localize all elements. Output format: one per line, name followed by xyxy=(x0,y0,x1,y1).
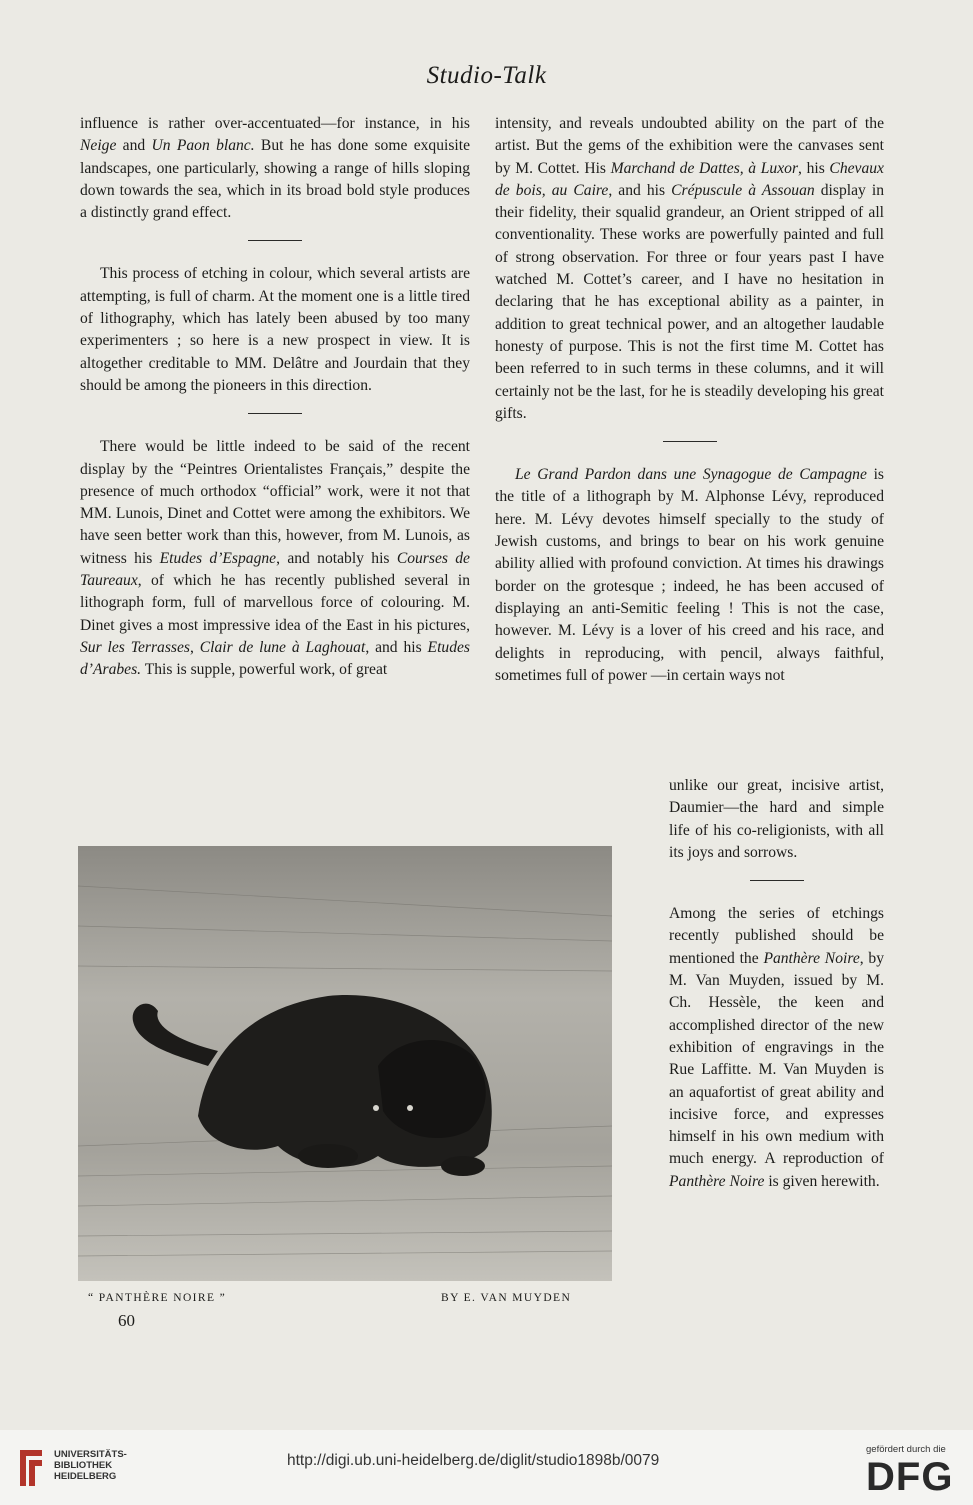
section-rule xyxy=(663,441,717,442)
right-paragraph-1 xyxy=(495,113,884,425)
text-run: unlike our great, incisive artist, Daumier—the hard and simple life of his co-religionists, with all its joys and sorrows. xyxy=(669,777,884,861)
logo-line-1: UNIVERSITÄTS- xyxy=(54,1449,127,1460)
italic-title-run: Etudes d’Arabes. xyxy=(80,638,470,679)
figure-caption-title: “ PANTHÈRE NOIRE ” xyxy=(88,1292,227,1304)
text-run: , and his xyxy=(608,181,672,199)
italic-title-run: Le Grand Pardon dans une Synagogue de Campagne xyxy=(515,466,867,484)
text-run: This process of etching in colour, which several artists are attempting, is full of charm. At the moment one is a little tired of lithography, which has lately been abused by too many experimenters ; so here is a new prospect in view. It is altogether creditable to MM. Delâtre and Jourdain that they should be among the pioneers in this direction. xyxy=(80,265,470,394)
logo-line-2: BIBLIOTHEK xyxy=(54,1460,113,1471)
left-paragraph-1 xyxy=(80,113,470,224)
text-run: , and his xyxy=(365,638,428,656)
italic-title-run: Sur les Terrasses xyxy=(80,638,190,656)
running-head: Studio-Talk xyxy=(426,62,547,89)
text-run: and xyxy=(116,137,152,155)
italic-title-run: Courses de Taureaux xyxy=(80,549,470,590)
italic-title-run: Chevaux de bois, au Caire xyxy=(495,159,884,199)
right-column xyxy=(495,113,884,687)
section-rule xyxy=(750,880,804,881)
italic-title-run: Un Paon blanc. xyxy=(151,137,255,155)
text-run: But he has done some exquisite landscapes, one particularly, showing a range of hills sloping down towards the sea, which in its broad bold style produces a distinctly grand effect. xyxy=(80,137,470,222)
section-rule xyxy=(248,413,302,414)
italic-title-run: Clair de lune à Laghouat xyxy=(199,638,366,656)
text-run: , and notably his xyxy=(276,549,397,567)
university-library-logo-icon xyxy=(14,1446,48,1490)
left-paragraph-2 xyxy=(80,263,470,397)
text-run: , his xyxy=(798,159,830,177)
narrow-column xyxy=(669,775,884,1193)
panther-etching-image xyxy=(78,846,612,1281)
text-run: influence is rather over-accentuated—for instance, in his xyxy=(80,115,470,132)
narrow-paragraph-2 xyxy=(669,903,884,1193)
narrow-paragraph-1 xyxy=(669,775,884,864)
text-run: , by M. Van Muyden, issued by M. Ch. Hessèle, the keen and accomplished director of the new exhibition of engravings in the Rue Laffitte. M. Van Muyden is an aquafortist of great ability and incisive force, and expresses himself in his own medium with much energy. A reproduction of xyxy=(669,949,885,1168)
italic-title-run: Neige xyxy=(80,137,117,155)
panther-etching-figure xyxy=(78,846,612,1281)
text-run: is given herewith. xyxy=(764,1172,880,1190)
left-paragraph-3 xyxy=(80,436,470,681)
text-run: intensity, and reveals undoubted ability on the part of the artist. But the gems of the exhibition were the canvases sent by M. Cottet. His xyxy=(495,115,884,177)
page-number: 60 xyxy=(118,1311,135,1330)
figure-caption-artist: BY E. VAN MUYDEN xyxy=(441,1292,572,1304)
university-library-name xyxy=(54,1449,127,1482)
text-run: , xyxy=(189,638,200,656)
source-url-link[interactable]: http://digi.ub.uni-heidelberg.de/diglit/studio1898b/0079 xyxy=(287,1452,660,1469)
text-run: Among the series of etchings recently published should be mentioned the xyxy=(669,905,884,967)
italic-title-run: Panthère Noire xyxy=(763,949,860,967)
text-run: , of which he has recently published several in lithograph form, full of marvellous force of colouring. M. Dinet gives a most impressive idea of the East in his pictures, xyxy=(80,572,470,634)
italic-title-run: Panthère Noire xyxy=(669,1172,765,1190)
dfg-logo: DFG xyxy=(866,1455,954,1499)
italic-title-run: Etudes d’Espagne xyxy=(159,549,277,567)
left-column xyxy=(80,113,470,682)
funded-by-text: gefördert durch die xyxy=(866,1444,946,1455)
italic-title-run: Marchand de Dattes, à Luxor xyxy=(610,159,799,177)
logo-line-3: HEIDELBERG xyxy=(54,1471,117,1482)
right-paragraph-2 xyxy=(495,464,884,687)
text-run: This is supple, powerful work, of great xyxy=(141,661,388,679)
text-run: There would be little indeed to be said of the recent display by the “Peintres Orientalistes Français,” despite the presence of much orthodox “official” work, were it not that MM. Lunois, Dinet and Cottet were among the exhibitors. We have seen better work than this, however, from M. Lunois, as witness his xyxy=(80,438,470,567)
italic-title-run: Crépuscule à Assouan xyxy=(671,181,815,199)
text-run: display in their fidelity, their squalid grandeur, an Orient stripped of all conventionality. These works are powerfully painted and full of strong observation. For three or four years past I have watched M. Cottet’s career, and I have no hesitation in declaring that he has exceptional ability as a painter, in addition to great technical power, and an altogether laudable honesty of purpose. This is not the first time M. Cottet has been referred to in such terms in these columns, and it will certainly not be the last, for he is steadily developing his great gifts. xyxy=(495,181,884,422)
text-run: is the title of a lithograph by M. Alphonse Lévy, reproduced here. M. Lévy devotes himself specially to the study of Jewish customs, and brings to bear on his work genuine ability allied with profound conviction. At times his drawings border on the grotesque ; indeed, he has been accused of displaying an anti-Semitic feeling ! This is not the case, however. M. Lévy is a lover of his creed and his race, and delights in reproducing, with pencil, always faithful, sometimes full of power —in certain ways not xyxy=(495,466,884,684)
section-rule xyxy=(248,240,302,241)
